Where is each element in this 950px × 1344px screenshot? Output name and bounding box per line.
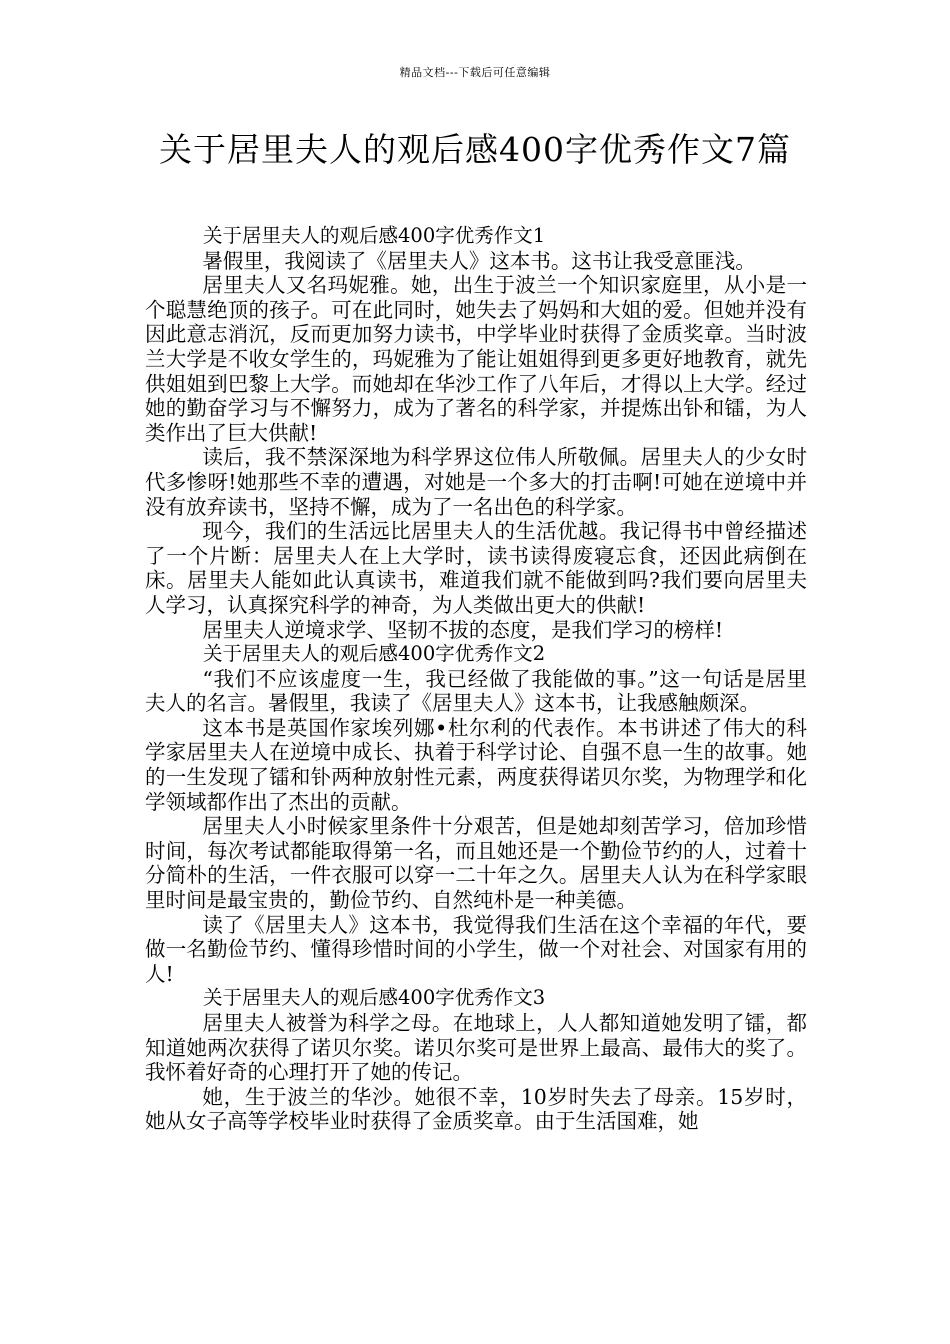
- paragraph: 居里夫人被誉为科学之母。在地球上，人人都知道她发明了镭，都知道她两次获得了诺贝尔奖。诺贝尔奖可是世界上最高、最伟大的奖了。我怀着好奇的心理打开了她的传记。: [145, 1011, 807, 1085]
- paragraph: “我们不应该虚度一生，我已经做了我能做的事。”这一句话是居里夫人的名言。暑假里，我读了《居里夫人》这本书，让我感触颇深。: [145, 666, 807, 716]
- paragraph: 居里夫人小时候家里条件十分艰苦，但是她却刻苦学习，倍加珍惜时间，每次考试都能取得第一名，而且她还是一个勤俭节约的人，过着十分简朴的生活，一件衣服可以穿一二十年之久。居里夫人认为在科学家眼里时间是最宝贵的，勤俭节约、自然纯朴是一种美德。: [145, 814, 807, 913]
- document-title: 关于居里夫人的观后感400字优秀作文7篇: [159, 130, 791, 169]
- paragraph: 现今，我们的生活远比居里夫人的生活优越。我记得书中曾经描述了一个片断：居里夫人在上大学时，读书读得废寝忘食，还因此病倒在床。居里夫人能如此认真读书，难道我们就不能做到吗?我们要向居里夫人学习，认真探究科学的神奇，为人类做出更大的供献!: [145, 519, 807, 617]
- paragraph: 暑假里，我阅读了《居里夫人》这本书。这书让我受意匪浅。: [202, 248, 756, 273]
- paragraph: 居里夫人又名玛妮雅。她，出生于波兰一个知识家庭里，从小是一个聪慧绝顶的孩子。可在此同时，她失去了妈妈和大姐的爱。但她并没有因此意志消沉，反而更加努力读书，中学毕业时获得了金质奖章。当时波兰大学是不收女学生的，玛妮雅为了能让姐姐得到更多更好地教育，就先供姐姐到巴黎上大学。而她却在华沙工作了八年后，才得以上大学。经过她的勤奋学习与不懈努力，成为了著名的科学家，并提炼出钋和镭，为人类作出了巨大供献!: [145, 273, 807, 445]
- section-heading-3: 关于居里夫人的观后感400字优秀作文3: [203, 986, 546, 1010]
- document-body: [145, 224, 807, 1134]
- paragraph: 这本书是英国作家埃列娜•杜尔利的代表作。本书讲述了伟大的科学家居里夫人在逆境中成长、执着于科学讨论、自强不息一生的故事。她的一生发现了镭和钋两种放射性元素，两度获得诺贝尔奖，为物理学和化学领域都作出了杰出的贡献。: [145, 715, 807, 814]
- section-heading-1: 关于居里夫人的观后感400字优秀作文1: [203, 224, 546, 247]
- paragraph: 读后，我不禁深深地为科学界这位伟人所敬佩。居里夫人的少女时代多惨呀!她那些不幸的遭遇，对她是一个多大的打击啊!可她在逆境中并没有放弃读书，坚持不懈，成为了一名出色的科学家。: [145, 445, 807, 519]
- paragraph: 她，生于波兰的华沙。她很不幸，10岁时失去了母亲。15岁时，她从女子高等学校毕业时获得了金质奖章。由于生活国难，她: [145, 1084, 807, 1134]
- header-note: 精品文档---下载后可任意编辑: [399, 66, 551, 79]
- paragraph: 居里夫人逆境求学、坚韧不拔的态度，是我们学习的榜样!: [202, 617, 724, 642]
- paragraph: 读了《居里夫人》这本书，我觉得我们生活在这个幸福的年代，要做一名勤俭节约、懂得珍惜时间的小学生，做一个对社会、对国家有用的人!: [145, 912, 807, 986]
- section-heading-2: 关于居里夫人的观后感400字优秀作文2: [203, 642, 546, 666]
